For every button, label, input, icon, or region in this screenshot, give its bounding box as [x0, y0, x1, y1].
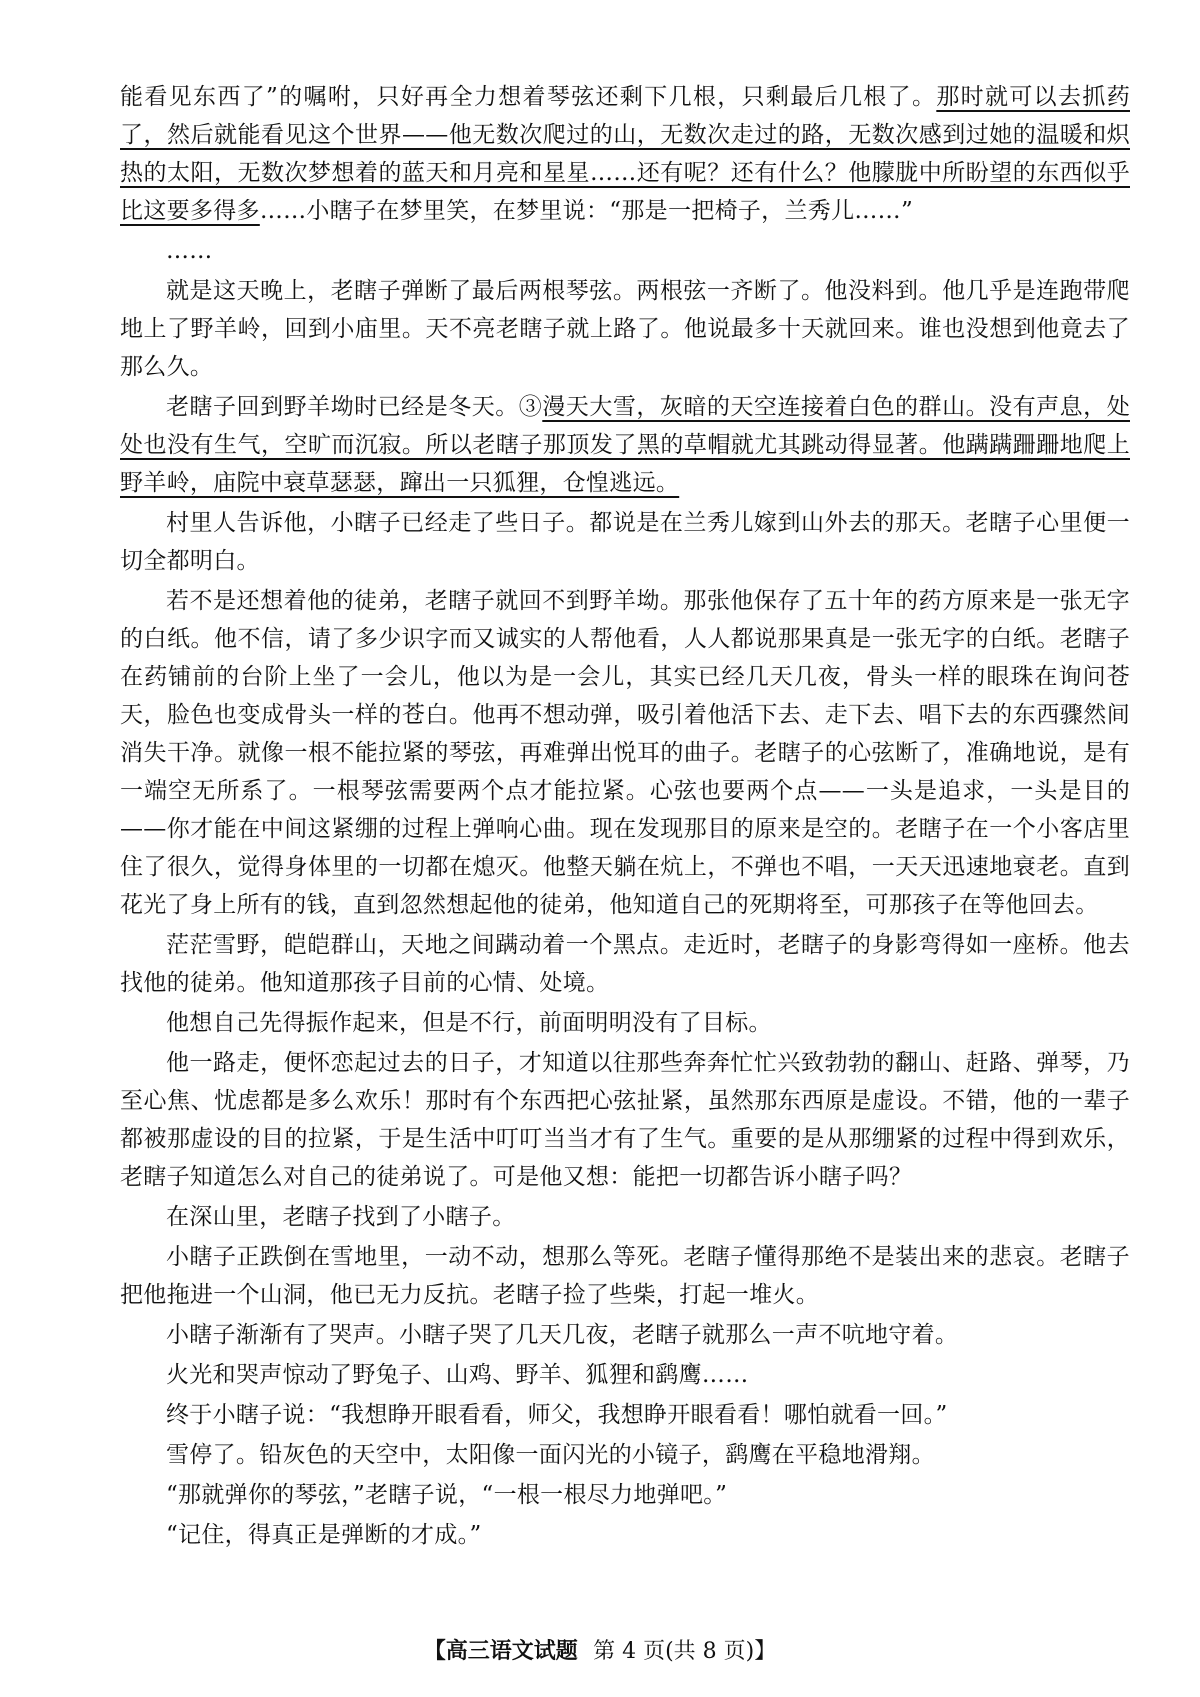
footer-title: 【高三语文试题: [423, 1638, 578, 1664]
paragraph: [120, 388, 1130, 502]
paragraph-text: 老瞎子回到野羊坳时已经是冬天。③: [166, 394, 543, 420]
paragraph: [120, 1004, 1130, 1042]
paragraph: [120, 1476, 1130, 1514]
paragraph: [120, 582, 1130, 924]
paragraph-text: 就是这天晚上，老瞎子弹断了最后两根琴弦。两根弦一齐断了。他没料到。他几乎是连跑带爬地上了野羊岭，回到小庙里。天不亮老瞎子就上路了。他说最多十天就回来。谁也没想到他竟去了那么久。: [120, 278, 1130, 380]
paragraph-text: 雪停了。铅灰色的天空中，太阳像一面闪光的小镜子，鹞鹰在平稳地滑翔。: [166, 1442, 935, 1468]
paragraph: [120, 1396, 1130, 1434]
paragraph-text: “记住，得真正是弹断的才成。”: [166, 1522, 482, 1548]
underlined-text: 那时就可以去抓药了，然后就能看见这个世界——他无数次爬过的山，无数次走过的路，无数次感到过她的温暖和炽热的太阳，无数次梦想着的蓝天和月亮和星星……还有呢？还有什么？他朦胧中所盼望的东西似乎比这要多得多: [120, 84, 1130, 224]
underlined-text: 漫天大雪，灰暗的天空连接着白色的群山。没有声息，处处也没有生气，空旷而沉寂。所以老瞎子那顶发了黑的草帽就尤其跳动得显著。他蹒蹒跚跚地爬上野羊岭，庙院中衰草瑟瑟，蹿出一只狐狸，仓惶逃远。: [120, 394, 1130, 496]
paragraph-text: 能看见东西了”的嘱咐，只好再全力想着琴弦还剩下几根，只剩最后几根了。: [120, 84, 937, 110]
paragraph-text: 若不是还想着他的徒弟，老瞎子就回不到野羊坳。那张他保存了五十年的药方原来是一张无字的白纸。他不信，请了多少识字而又诚实的人帮他看，人人都说那果真是一张无字的白纸。老瞎子在药铺前的台阶上坐了一会儿，他以为是一会儿，其实已经几天几夜，骨头一样的眼珠在询问苍天，脸色也变成骨头一样的苍白。他再不想动弹，吸引着他活下去、走下去、唱下去的东西骤然间消失干净。就像一根不能拉紧的琴弦，再难弹出悦耳的曲子。老瞎子的心弦断了，准确地说，是有一端空无所系了。一根琴弦需要两个点才能拉紧。心弦也要两个点——一头是追求，一头是目的——你才能在中间这紧绷的过程上弹响心曲。现在发现那目的原来是空的。老瞎子在一个小客店里住了很久，觉得身体里的一切都在熄灭。他整天躺在炕上，不弹也不唱，一天天迅速地衰老。直到花光了身上所有的钱，直到忽然想起他的徒弟，他知道自己的死期将至，可那孩子在等他回去。: [120, 588, 1130, 918]
paragraph: [120, 926, 1130, 1002]
paragraph: [120, 1436, 1130, 1474]
paragraph-text: 他一路走，便怀恋起过去的日子，才知道以往那些奔奔忙忙兴致勃勃的翻山、赶路、弹琴，乃至心焦、忧虑都是多么欢乐！那时有个东西把心弦扯紧，虽然那东西原是虚设。不错，他的一辈子都被那虚设的目的拉紧，于是生活中叮叮当当才有了生气。重要的是从那绷紧的过程中得到欢乐，老瞎子知道怎么对自己的徒弟说了。可是他又想：能把一切都告诉小瞎子吗？: [120, 1050, 1130, 1190]
paragraph: [120, 504, 1130, 580]
paragraph: [120, 1044, 1130, 1196]
paragraph: [120, 1516, 1130, 1554]
paragraph-text: 终于小瞎子说：“我想睁开眼看看，师父，我想睁开眼看看！哪怕就看一回。”: [166, 1402, 948, 1428]
paragraph-text: 小瞎子渐渐有了哭声。小瞎子哭了几天几夜，老瞎子就那么一声不吭地守着。: [166, 1322, 959, 1348]
footer-page-info: 第 4 页(共 8 页)】: [593, 1639, 777, 1664]
paragraph: [120, 272, 1130, 386]
paragraph-text: 火光和哭声惊动了野兔子、山鸡、野羊、狐狸和鹞鹰……: [166, 1362, 749, 1388]
page-footer: [0, 1634, 1200, 1665]
paragraph-text: 茫茫雪野，皑皑群山，天地之间蹒动着一个黑点。走近时，老瞎子的身影弯得如一座桥。他去找他的徒弟。他知道那孩子目前的心情、处境。: [120, 932, 1130, 996]
paragraph-text: 小瞎子正跌倒在雪地里，一动不动，想那么等死。老瞎子懂得那绝不是装出来的悲哀。老瞎子把他拖进一个山洞，他已无力反抗。老瞎子捡了些柴，打起一堆火。: [120, 1244, 1130, 1308]
paragraph-text: ……小瞎子在梦里笑，在梦里说：“那是一把椅子，兰秀儿……”: [259, 198, 914, 224]
paragraph-text: 他想自己先得振作起来，但是不行，前面明明没有了目标。: [166, 1010, 772, 1036]
paragraph: [120, 1356, 1130, 1394]
paragraph-text: 村里人告诉他，小瞎子已经走了些日子。都说是在兰秀儿嫁到山外去的那天。老瞎子心里便一切全都明白。: [120, 510, 1130, 574]
paragraph: [120, 78, 1130, 230]
paragraph-text: ……: [166, 238, 213, 264]
reading-passage: [120, 78, 1130, 1556]
paragraph-text: 在深山里，老瞎子找到了小瞎子。: [166, 1204, 516, 1230]
paragraph-text: “那就弹你的琴弦，”老瞎子说，“一根一根尽力地弹吧。”: [166, 1482, 728, 1508]
paragraph: [120, 232, 1130, 270]
paragraph: [120, 1238, 1130, 1314]
paragraph: [120, 1316, 1130, 1354]
paragraph: [120, 1198, 1130, 1236]
